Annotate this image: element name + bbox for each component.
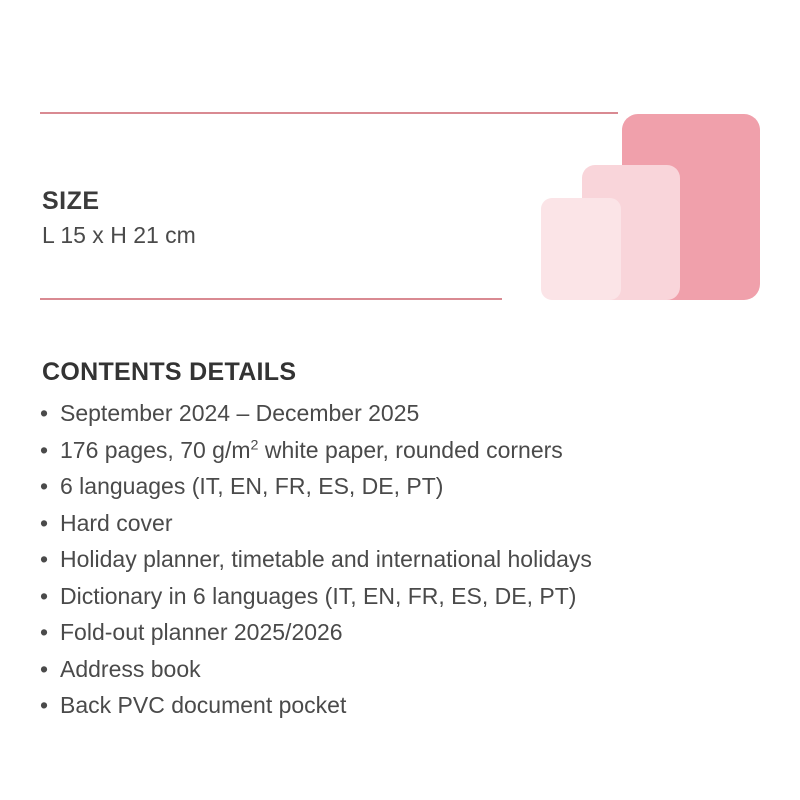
list-item-text: 6 languages (IT, EN, FR, ES, DE, PT) bbox=[60, 473, 444, 499]
contents-list bbox=[40, 395, 760, 724]
bullet-marker: • bbox=[40, 692, 49, 718]
bullet-marker: • bbox=[40, 582, 49, 609]
size-comparison-graphic bbox=[40, 112, 760, 312]
list-item-text: Holiday planner, timetable and international holidays bbox=[60, 546, 592, 572]
list-item-text: September 2024 – December 2025 bbox=[60, 400, 420, 426]
size-section bbox=[40, 112, 760, 312]
list-item bbox=[40, 395, 760, 432]
bullet-marker: • bbox=[40, 546, 49, 572]
bullet-marker: • bbox=[40, 619, 49, 645]
bullet-marker: • bbox=[40, 436, 49, 463]
list-item-text: Dictionary in 6 languages (IT, EN, FR, ES, DE, PT) bbox=[60, 582, 577, 609]
bullet-marker: • bbox=[40, 473, 49, 499]
list-item-superscript: 2 bbox=[250, 436, 259, 453]
list-item bbox=[40, 687, 760, 724]
size-value: L 15 x H 21 cm bbox=[42, 222, 196, 248]
size-swatch-small bbox=[541, 198, 621, 300]
list-item-text-post: white paper, rounded corners bbox=[258, 436, 563, 463]
list-item bbox=[40, 614, 760, 651]
size-heading: SIZE bbox=[42, 187, 100, 215]
list-item bbox=[40, 578, 760, 615]
list-item-text: Fold-out planner 2025/2026 bbox=[60, 619, 343, 645]
bullet-marker: • bbox=[40, 655, 49, 682]
list-item bbox=[40, 432, 760, 469]
list-item bbox=[40, 651, 760, 688]
list-item-text: Address book bbox=[60, 655, 201, 682]
list-item bbox=[40, 541, 760, 578]
list-item-text-pre: 176 pages, 70 g/m bbox=[60, 436, 251, 463]
list-item-text bbox=[60, 437, 563, 463]
contents-section bbox=[40, 358, 760, 724]
bullet-marker: • bbox=[40, 400, 49, 426]
list-item-text: Hard cover bbox=[60, 509, 173, 536]
list-item bbox=[40, 468, 760, 505]
contents-heading: CONTENTS DETAILS bbox=[42, 358, 297, 386]
bullet-marker: • bbox=[40, 509, 49, 536]
list-item bbox=[40, 505, 760, 542]
list-item-text: Back PVC document pocket bbox=[60, 692, 347, 718]
